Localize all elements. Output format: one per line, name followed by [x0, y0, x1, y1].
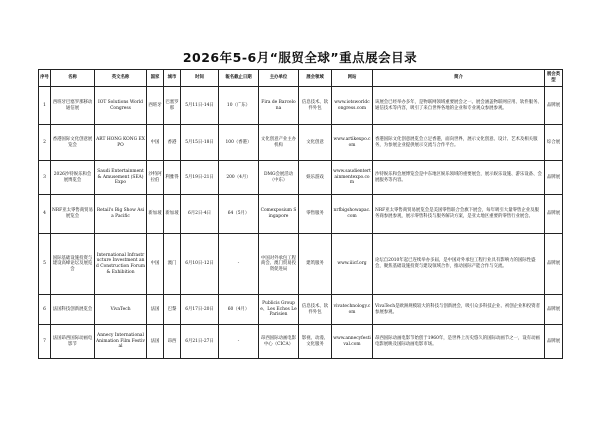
cell-time: 5月19日-21日 — [181, 161, 219, 195]
cell-city: 利雅得 — [164, 161, 181, 195]
cell-time: 6月17日-20日 — [181, 295, 219, 325]
cell-exhibit: 娱乐游戏 — [299, 161, 332, 195]
cell-intro: NRF亚太零售商贸易展览会是美国零售联合会旗下展会，每年吸引大量零售企业及服务商参展参观，展示零售科技与服务解决方案，是亚太地区重要的零售行业展会。 — [373, 195, 545, 234]
cell-intro: 该展会已经举办多年，是物联网领域重要展会之一。展会涵盖物联网应用、软件服务、通信技术等内容，吸引了来自世界各地的企业和专业观众参展参观。 — [373, 87, 545, 125]
cell-exhibit: 影视、动漫、文化服务 — [299, 325, 332, 359]
cell-time: 5月11日-14日 — [181, 87, 219, 125]
cell-name: 香港国际文化创意展览会 — [51, 125, 95, 161]
cell-country: 中国 — [147, 125, 164, 161]
cell-website[interactable]: www.saudientertainmentexpo.com — [332, 161, 373, 195]
header-time: 时间 — [181, 70, 219, 87]
cell-name: 2026沙特娱乐和会展博览会 — [51, 161, 95, 195]
cell-intro: VivaTech是欧洲规模较大的科技与创新展会，吸引众多科技企业、初创企业和投资者参展参观。 — [373, 295, 545, 325]
cell-deadline: - — [219, 234, 259, 295]
header-website: 网站 — [332, 70, 373, 87]
cell-name: NRF亚太零售商贸易展览会 — [51, 195, 95, 234]
table-row — [39, 161, 563, 195]
header-no: 序号 — [39, 70, 51, 87]
header-organizer: 主办单位 — [259, 70, 299, 87]
cell-en-name: IOT Solutions World Congress — [95, 87, 147, 125]
cell-time: 5月15日-18日 — [181, 125, 219, 161]
cell-organizer: Publicis Groupe、Les Echos Le Parisien — [259, 295, 299, 325]
cell-exhibit: 信息技术、软件外包 — [299, 87, 332, 125]
table-row — [39, 325, 563, 359]
cell-intro: 昂西国际动画电影节始创于1960年，是世界上历史悠久的国际动画节之一，设有动画电影展映及国际动画电影市场。 — [373, 325, 545, 359]
cell-no: 7 — [39, 325, 51, 359]
cell-deadline: - — [219, 325, 259, 359]
cell-organizer: 昂西国际动画电影中心（CICA） — [259, 325, 299, 359]
cell-type: 综合展 — [545, 125, 563, 161]
table-row — [39, 195, 563, 234]
cell-no: 2 — [39, 125, 51, 161]
table-row — [39, 234, 563, 295]
cell-country: 法国 — [147, 295, 164, 325]
cell-en-name: Retail's Big Show Asia Pacific — [95, 195, 147, 234]
cell-en-name: ART HONG KONG EXPO — [95, 125, 147, 161]
table-row — [39, 295, 563, 325]
cell-en-name: VivaTech — [95, 295, 147, 325]
cell-organizer: Fira de Barcelona — [259, 87, 299, 125]
cell-type: 品牌展 — [545, 87, 563, 125]
cell-exhibit: 零售服务 — [299, 195, 332, 234]
cell-organizer: DMG会展活动（中东） — [259, 161, 299, 195]
header-country: 国家 — [147, 70, 164, 87]
cell-exhibit: 建筑服务 — [299, 234, 332, 295]
table-header-row — [39, 70, 563, 87]
cell-website[interactable]: www.artikexpo.com — [332, 125, 373, 161]
cell-type: 品牌展 — [545, 195, 563, 234]
cell-time: 6月21日-27日 — [181, 325, 219, 359]
cell-no: 6 — [39, 295, 51, 325]
cell-organizer: Comexposium Singapore — [259, 195, 299, 234]
cell-city: 巴黎 — [164, 295, 181, 325]
page-title: 2026年5-6月“服贸全球”重点展会目录 — [182, 50, 418, 65]
cell-time: 6月2日-4日 — [181, 195, 219, 234]
cell-city: 巴塞罗那 — [164, 87, 181, 125]
cell-organizer: 中国对外承包工程商会、澳门贸易投资促进局 — [259, 234, 299, 295]
cell-type: 品牌展 — [545, 161, 563, 195]
cell-website[interactable]: www.annecyfestival.com — [332, 325, 373, 359]
cell-no: 5 — [39, 234, 51, 295]
cell-website[interactable]: www.iotsworldcongress.com — [332, 87, 373, 125]
cell-deadline: 60（4月） — [219, 295, 259, 325]
cell-city: 新加坡 — [164, 195, 181, 234]
cell-type: 品牌展 — [545, 325, 563, 359]
cell-deadline: 200（4月） — [219, 161, 259, 195]
header-type: 展会类型 — [545, 70, 563, 87]
cell-city: 澳门 — [164, 234, 181, 295]
cell-no: 4 — [39, 195, 51, 234]
cell-website[interactable]: nrfbigshowapac.com — [332, 195, 373, 234]
cell-exhibit: 文化创意 — [299, 125, 332, 161]
cell-intro: 论坛自2010年起已连续举办多届，是中国对外承包工程行业具有影响力的国际性盛会，聚焦基础设施投资与建设领域合作，推动国际产能合作与交流。 — [373, 234, 545, 295]
table-row — [39, 125, 563, 161]
cell-country: 沙特阿拉伯 — [147, 161, 164, 195]
cell-country: 西班牙 — [147, 87, 164, 125]
cell-type: 品牌展 — [545, 234, 563, 295]
cell-type: 品牌展 — [545, 295, 563, 325]
cell-city: 香港 — [164, 125, 181, 161]
cell-country: 新加坡 — [147, 195, 164, 234]
cell-en-name: Annecy International Animation Film Festival — [95, 325, 147, 359]
cell-website[interactable]: www.iiicf.org — [332, 234, 373, 295]
cell-city: 昂西 — [164, 325, 181, 359]
table-row — [39, 87, 563, 125]
cell-country: 法国 — [147, 325, 164, 359]
header-name: 名称 — [51, 70, 95, 87]
cell-country: 中国 — [147, 234, 164, 295]
header-en-name: 英文名称 — [95, 70, 147, 87]
cell-no: 1 — [39, 87, 51, 125]
cell-exhibit: 信息技术、软件外包 — [299, 295, 332, 325]
cell-en-name: International Infrastructure Investment and Construction Forum & Exhibition — [95, 234, 147, 295]
header-deadline: 報名截止日期 — [219, 70, 259, 87]
cell-deadline: 100（香港） — [219, 125, 259, 161]
header-intro: 简介 — [373, 70, 545, 87]
header-city: 城市 — [164, 70, 181, 87]
cell-organizer: 文化创意产业主办机构 — [259, 125, 299, 161]
cell-name: 西班牙巴塞罗那移动通信展 — [51, 87, 95, 125]
cell-deadline: 64（5月） — [219, 195, 259, 234]
cell-en-name: Saudi Entertainment & Amusement (SEA) Expo — [95, 161, 147, 195]
cell-no: 3 — [39, 161, 51, 195]
exhibition-table — [38, 69, 563, 359]
cell-intro: 沙特娱乐和会展博览会是中东地区娱乐领域的重要展会，展示娱乐设施、游乐设备、会展服务等内容。 — [373, 161, 545, 195]
cell-website[interactable]: vivatechnology.com — [332, 295, 373, 325]
cell-deadline: 10（广东） — [219, 87, 259, 125]
cell-name: 法国科技创新展览会 — [51, 295, 95, 325]
header-exhibit: 展会领域 — [299, 70, 332, 87]
cell-name: 法国昂西国际动画电影节 — [51, 325, 95, 359]
cell-time: 6月10日-12日 — [181, 234, 219, 295]
cell-intro: 香港国际文化创意展览会立足香港，面向世界，展示文化创意、设计、艺术及相关服务，为参展企业提供展示交流与合作平台。 — [373, 125, 545, 161]
cell-name: 国际基础设施投资与建设高峰论坛及展览会 — [51, 234, 95, 295]
